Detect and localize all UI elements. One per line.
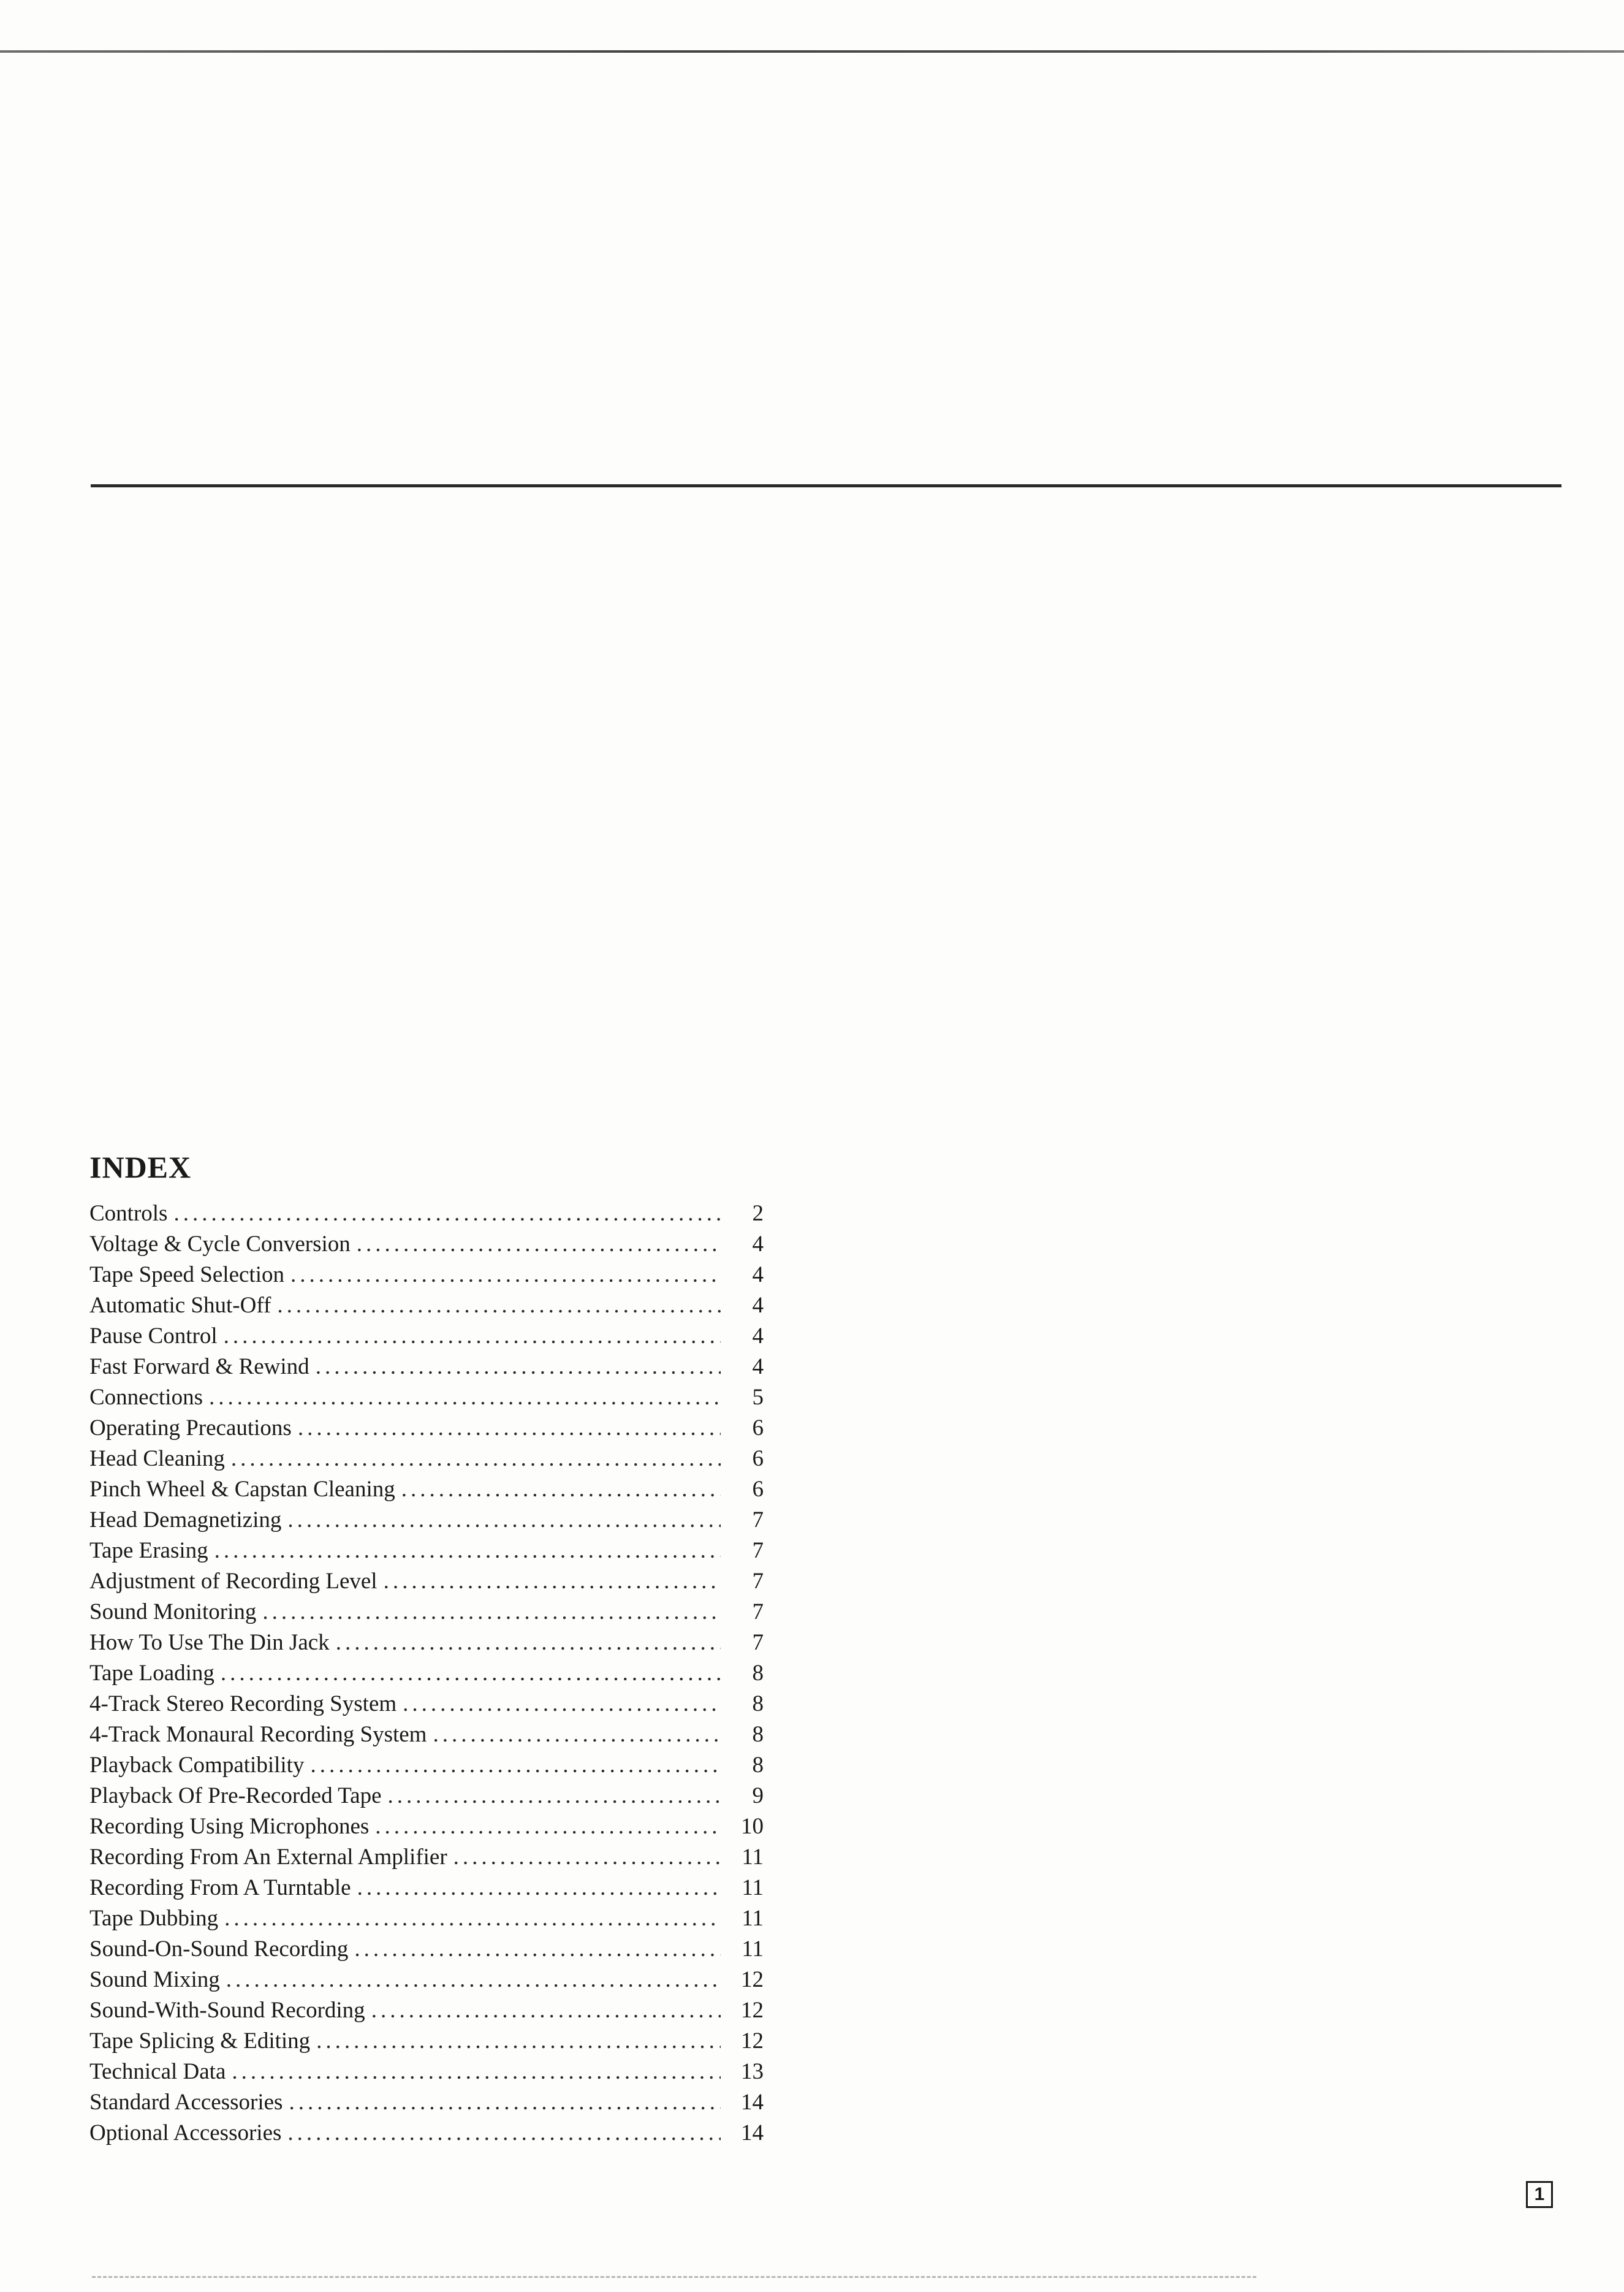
index-entry xyxy=(89,1628,764,1658)
index-entry-page: 8 xyxy=(752,1691,764,1716)
index-entry xyxy=(89,1965,764,1995)
index-entry-page: 4 xyxy=(752,1232,764,1257)
index-entry xyxy=(89,1260,764,1290)
index-entry xyxy=(89,2026,764,2057)
index-entry-page: 4 xyxy=(752,1293,764,1318)
index-entry xyxy=(89,1658,764,1689)
index-entry-page: 6 xyxy=(752,1477,764,1502)
index-entry xyxy=(89,1382,764,1413)
index-entry-page: 7 xyxy=(752,1599,764,1624)
dot-leader xyxy=(224,1321,721,1352)
dot-leader xyxy=(357,1229,721,1260)
dot-leader xyxy=(354,1934,721,1965)
index-entry-page: 7 xyxy=(752,1538,764,1563)
index-entry xyxy=(89,1474,764,1505)
index-entry-page: 11 xyxy=(742,1875,764,1900)
dot-leader xyxy=(221,1658,721,1689)
index-entry-page: 7 xyxy=(752,1630,764,1655)
index-entry-page: 6 xyxy=(752,1446,764,1471)
index-entry xyxy=(89,1842,764,1873)
index-entry-page: 13 xyxy=(741,2059,764,2084)
dot-leader xyxy=(214,1536,721,1566)
index-entry xyxy=(89,1781,764,1811)
dot-leader xyxy=(262,1597,721,1628)
index-entry xyxy=(89,2087,764,2118)
index-entry-label: Playback Compatibility xyxy=(89,1753,305,1778)
index-entry-page: 7 xyxy=(752,1507,764,1532)
dot-leader xyxy=(401,1474,721,1505)
index-entry-label: Head Demagnetizing xyxy=(89,1507,282,1532)
index-entry xyxy=(89,1750,764,1781)
index-entry-label: Operating Precautions xyxy=(89,1415,292,1441)
dot-leader xyxy=(226,1965,721,1995)
index-entry-label: Pause Control xyxy=(89,1323,218,1349)
index-entry xyxy=(89,1413,764,1444)
index-entry-page: 4 xyxy=(752,1262,764,1287)
index-entry-page: 14 xyxy=(741,2120,764,2145)
dot-leader xyxy=(310,1750,721,1781)
index-entry-page: 12 xyxy=(741,1967,764,1992)
index-entry-page: 11 xyxy=(742,1906,764,1931)
index-entry xyxy=(89,1689,764,1719)
index-entry-page: 8 xyxy=(752,1753,764,1778)
index-entry-label: Tape Dubbing xyxy=(89,1906,219,1931)
dot-leader xyxy=(453,1842,721,1873)
dot-leader xyxy=(433,1719,721,1750)
index-entry-label: Tape Speed Selection xyxy=(89,1262,284,1287)
dot-leader xyxy=(298,1413,721,1444)
index-entry xyxy=(89,1719,764,1750)
dot-leader xyxy=(357,1873,721,1903)
index-entry-page: 11 xyxy=(742,1845,764,1870)
index-entry-label: Optional Accessories xyxy=(89,2120,282,2145)
dot-leader xyxy=(388,1781,721,1811)
index-entry-label: Playback Of Pre-Recorded Tape xyxy=(89,1783,382,1808)
index-entry-label: 4-Track Monaural Recording System xyxy=(89,1722,427,1747)
index-entry-label: Tape Loading xyxy=(89,1661,214,1686)
dot-leader xyxy=(371,1995,721,2026)
index-entry-page: 10 xyxy=(741,1814,764,1839)
dot-leader xyxy=(375,1811,721,1842)
index-entry-page: 4 xyxy=(752,1323,764,1349)
index-entry xyxy=(89,1229,764,1260)
index-entry-page: 6 xyxy=(752,1415,764,1441)
index-entry-page: 9 xyxy=(752,1783,764,1808)
index-entry-label: Recording From A Turntable xyxy=(89,1875,351,1900)
index-entry xyxy=(89,1597,764,1628)
index-list xyxy=(89,1198,764,2149)
dot-leader xyxy=(316,2026,721,2057)
index-entry-label: Sound-With-Sound Recording xyxy=(89,1998,365,2023)
index-entry xyxy=(89,2057,764,2087)
index-entry xyxy=(89,1566,764,1597)
index-entry-label: How To Use The Din Jack xyxy=(89,1630,330,1655)
index-entry xyxy=(89,1352,764,1382)
index-entry-label: Sound Monitoring xyxy=(89,1599,257,1624)
index-entry-label: Tape Splicing & Editing xyxy=(89,2028,311,2054)
dot-leader xyxy=(277,1290,721,1321)
index-entry-label: Recording From An External Amplifier xyxy=(89,1845,447,1870)
index-entry-label: Fast Forward & Rewind xyxy=(89,1354,309,1379)
index-entry-page: 12 xyxy=(741,2028,764,2054)
index-entry xyxy=(89,1536,764,1566)
index-title: INDEX xyxy=(89,1150,192,1184)
index-entry-page: 11 xyxy=(742,1936,764,1962)
index-entry-label: Sound Mixing xyxy=(89,1967,220,1992)
index-entry-page: 7 xyxy=(752,1569,764,1594)
index-entry-label: Head Cleaning xyxy=(89,1446,225,1471)
index-entry-page: 14 xyxy=(741,2090,764,2115)
index-entry-label: Sound-On-Sound Recording xyxy=(89,1936,349,1962)
index-entry-page: 5 xyxy=(752,1385,764,1410)
dot-leader xyxy=(289,2087,721,2118)
dot-leader xyxy=(336,1628,721,1658)
page-number: 1 xyxy=(1526,2181,1553,2208)
index-entry-page: 8 xyxy=(752,1722,764,1747)
index-entry-page: 4 xyxy=(752,1354,764,1379)
index-entry xyxy=(89,1934,764,1965)
dot-leader xyxy=(209,1382,721,1413)
header-divider-rule xyxy=(91,484,1561,487)
index-entry-label: Technical Data xyxy=(89,2059,226,2084)
top-border-rule xyxy=(0,50,1624,53)
index-entry-label: Automatic Shut-Off xyxy=(89,1293,271,1318)
dot-leader xyxy=(287,1505,721,1536)
index-entry-label: Adjustment of Recording Level xyxy=(89,1569,378,1594)
index-entry xyxy=(89,1811,764,1842)
index-entry-page: 12 xyxy=(741,1998,764,2023)
bottom-border-rule xyxy=(92,2276,1256,2278)
dot-leader xyxy=(173,1198,721,1229)
dot-leader xyxy=(224,1903,721,1934)
index-entry-label: 4-Track Stereo Recording System xyxy=(89,1691,397,1716)
index-entry xyxy=(89,1290,764,1321)
dot-leader xyxy=(231,1444,721,1474)
dot-leader xyxy=(384,1566,721,1597)
dot-leader xyxy=(290,1260,721,1290)
index-entry xyxy=(89,1995,764,2026)
dot-leader xyxy=(316,1352,721,1382)
index-entry-label: Connections xyxy=(89,1385,203,1410)
index-entry-label: Tape Erasing xyxy=(89,1538,208,1563)
index-entry-label: Recording Using Microphones xyxy=(89,1814,370,1839)
index-entry-label: Voltage & Cycle Conversion xyxy=(89,1232,351,1257)
dot-leader xyxy=(287,2118,721,2149)
index-entry-label: Standard Accessories xyxy=(89,2090,283,2115)
index-entry xyxy=(89,1903,764,1934)
index-entry xyxy=(89,1505,764,1536)
dot-leader xyxy=(403,1689,721,1719)
index-entry-page: 2 xyxy=(752,1201,764,1226)
index-entry xyxy=(89,1198,764,1229)
index-entry xyxy=(89,1321,764,1352)
index-entry xyxy=(89,1444,764,1474)
index-entry-page: 8 xyxy=(752,1661,764,1686)
index-entry xyxy=(89,2118,764,2149)
index-entry-label: Controls xyxy=(89,1201,168,1226)
index-entry-label: Pinch Wheel & Capstan Cleaning xyxy=(89,1477,395,1502)
index-entry xyxy=(89,1873,764,1903)
dot-leader xyxy=(232,2057,721,2087)
